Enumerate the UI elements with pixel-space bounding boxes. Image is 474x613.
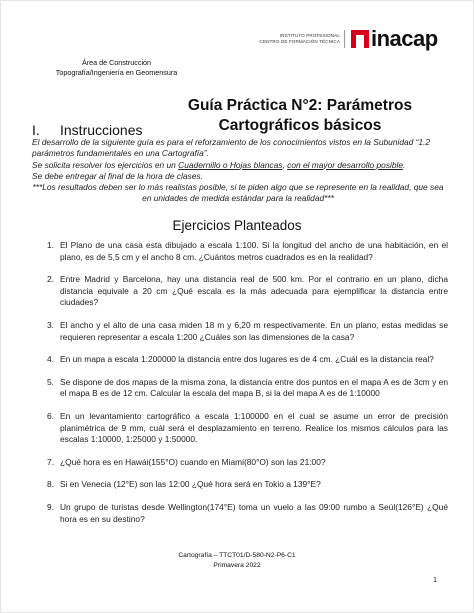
inacap-logo-icon bbox=[351, 30, 369, 48]
exercise-number: 9. bbox=[47, 501, 54, 512]
institute-line-2: CENTRO DE FORMACIÓN TÉCNICA bbox=[259, 39, 340, 44]
exercise-number: 6. bbox=[47, 410, 54, 421]
institute-text bbox=[254, 33, 340, 45]
exercise-number: 1. bbox=[47, 240, 54, 250]
exercise-number: 2. bbox=[47, 274, 54, 285]
exercise-item bbox=[34, 240, 448, 263]
exercise-number: 8. bbox=[47, 479, 54, 490]
instructions-text: . bbox=[403, 159, 406, 170]
instructions-text: Se solicita resolver los ejercicios en un bbox=[32, 159, 179, 170]
exercise-item bbox=[34, 320, 448, 343]
brand-wordmark: inacap bbox=[371, 26, 438, 51]
exercise-text: Si en Venecia (12°E) son las 12:00 ¿Qué hora será en Tokio a 139°E? bbox=[60, 479, 321, 490]
exercise-text: Entre Madrid y Barcelona, hay una distancia real de 500 km. Por el contrario en un plano, dicha distancia equivale a 20 cm ¿Qué escala es la más adecuada para ejemplificar la distancia entre ciudades? bbox=[60, 274, 448, 308]
instructions-text: , bbox=[282, 159, 288, 170]
exercise-text: El Plano de una casa esta dibujado a escala 1:100. Si la longitud del ancho de una habitación, en el plano, es de 5,5 cm y el ancho 8 cm. ¿Cuántos metros cuadrados es en la realidad? bbox=[60, 240, 448, 262]
logo-divider bbox=[344, 30, 345, 48]
exercise-item bbox=[34, 377, 448, 400]
area-program bbox=[0, 58, 233, 78]
exercise-item bbox=[34, 479, 448, 491]
exercise-text: En un mapa a escala 1:200000 la distancia entre dos lugares es de 4 cm. ¿Cuál es la distancia real? bbox=[60, 354, 434, 365]
exercise-item bbox=[34, 411, 448, 446]
area-name: Área de Construcción bbox=[81, 58, 152, 67]
program-name: Topografía/Ingeniería en Geomensura bbox=[55, 68, 178, 77]
term: Primavera 2022 bbox=[213, 562, 261, 569]
exercise-number: 4. bbox=[47, 354, 54, 365]
instructions-paragraph-3: Se debe entregar al final de la hora de clases. bbox=[32, 170, 203, 181]
section-number: I. bbox=[32, 122, 40, 138]
exercise-text: En un levantamiento cartográfico a escala 1:100000 en el cual se asume un error de precisión planimétrica de 9 mm, cuál será el desplazamiento en terreno. Realice los mismos cálculos para las escalas 1:10000, 1:25000 y 1:50000. bbox=[60, 410, 448, 445]
exercise-item bbox=[34, 502, 448, 525]
exercise-item bbox=[34, 274, 448, 309]
exercise-number: 3. bbox=[47, 319, 54, 330]
course-code: Cartografía – TTCT01/D-580-N2-P6-C1 bbox=[178, 552, 296, 559]
exercise-text: ¿Qué hora es en Hawái(155°O) cuando en Miami(80°O) son las 21:00? bbox=[60, 456, 326, 467]
exercise-text: El ancho y el alto de una casa miden 18 m y 6,20 m respectivamente. En un plano, estas medidas se requieren representar a escala 1:200 ¿Cuáles son las dimensiones de la casa? bbox=[60, 319, 448, 342]
page-title bbox=[160, 96, 440, 136]
exercise-text: Se dispone de dos mapas de la misma zona, la distancia entre dos puntos en el mapa A es de 3cm y en el mapa B es de 12 cm. Calcular la escala del mapa B, si la del mapa A es de 1:10000 bbox=[60, 376, 448, 399]
institute-line-1: INSTITUTO PROFESIONAL bbox=[279, 33, 340, 38]
instructions-body bbox=[32, 137, 444, 205]
title-line-2: Cartográficos básicos bbox=[218, 117, 382, 134]
instructions-paragraph-2 bbox=[32, 160, 444, 171]
exercise-list bbox=[34, 240, 448, 525]
page-number: 1 bbox=[433, 575, 437, 584]
exercise-number: 7. bbox=[47, 456, 54, 467]
instructions-note: ***Los resultados deben ser lo más realistas posible, si te piden algo que se represente en la realidad, que sea en unidades de medida estándar para la realidad*** bbox=[32, 182, 444, 204]
exercise-number: 5. bbox=[47, 376, 54, 387]
title-line-1: Guía Práctica N°2: Parámetros bbox=[187, 97, 413, 114]
exercise-item bbox=[34, 354, 448, 366]
instructions-underlined-1: Cuadernillo o Hojas blancas bbox=[178, 159, 283, 170]
exercises-heading: Ejercicios Planteados bbox=[172, 218, 302, 233]
instructions-underlined-2: con el mayor desarrollo posible bbox=[287, 159, 404, 170]
section-title: Instrucciones bbox=[60, 122, 143, 138]
exercise-text: Un grupo de turistas desde Wellington(174°E) toma un vuelo a las 09:00 rumbo a Seúl(126°E) ¿Qué hora es en su destino? bbox=[60, 501, 448, 524]
exercise-item bbox=[34, 457, 448, 469]
page-footer bbox=[0, 551, 474, 571]
instructions-paragraph-1: El desarrollo de la siguiente guía es para el reforzamiento de los conocimientos vistos en la Subunidad “1.2 parámetros fundamentales en una Cartografía”. bbox=[32, 137, 431, 159]
